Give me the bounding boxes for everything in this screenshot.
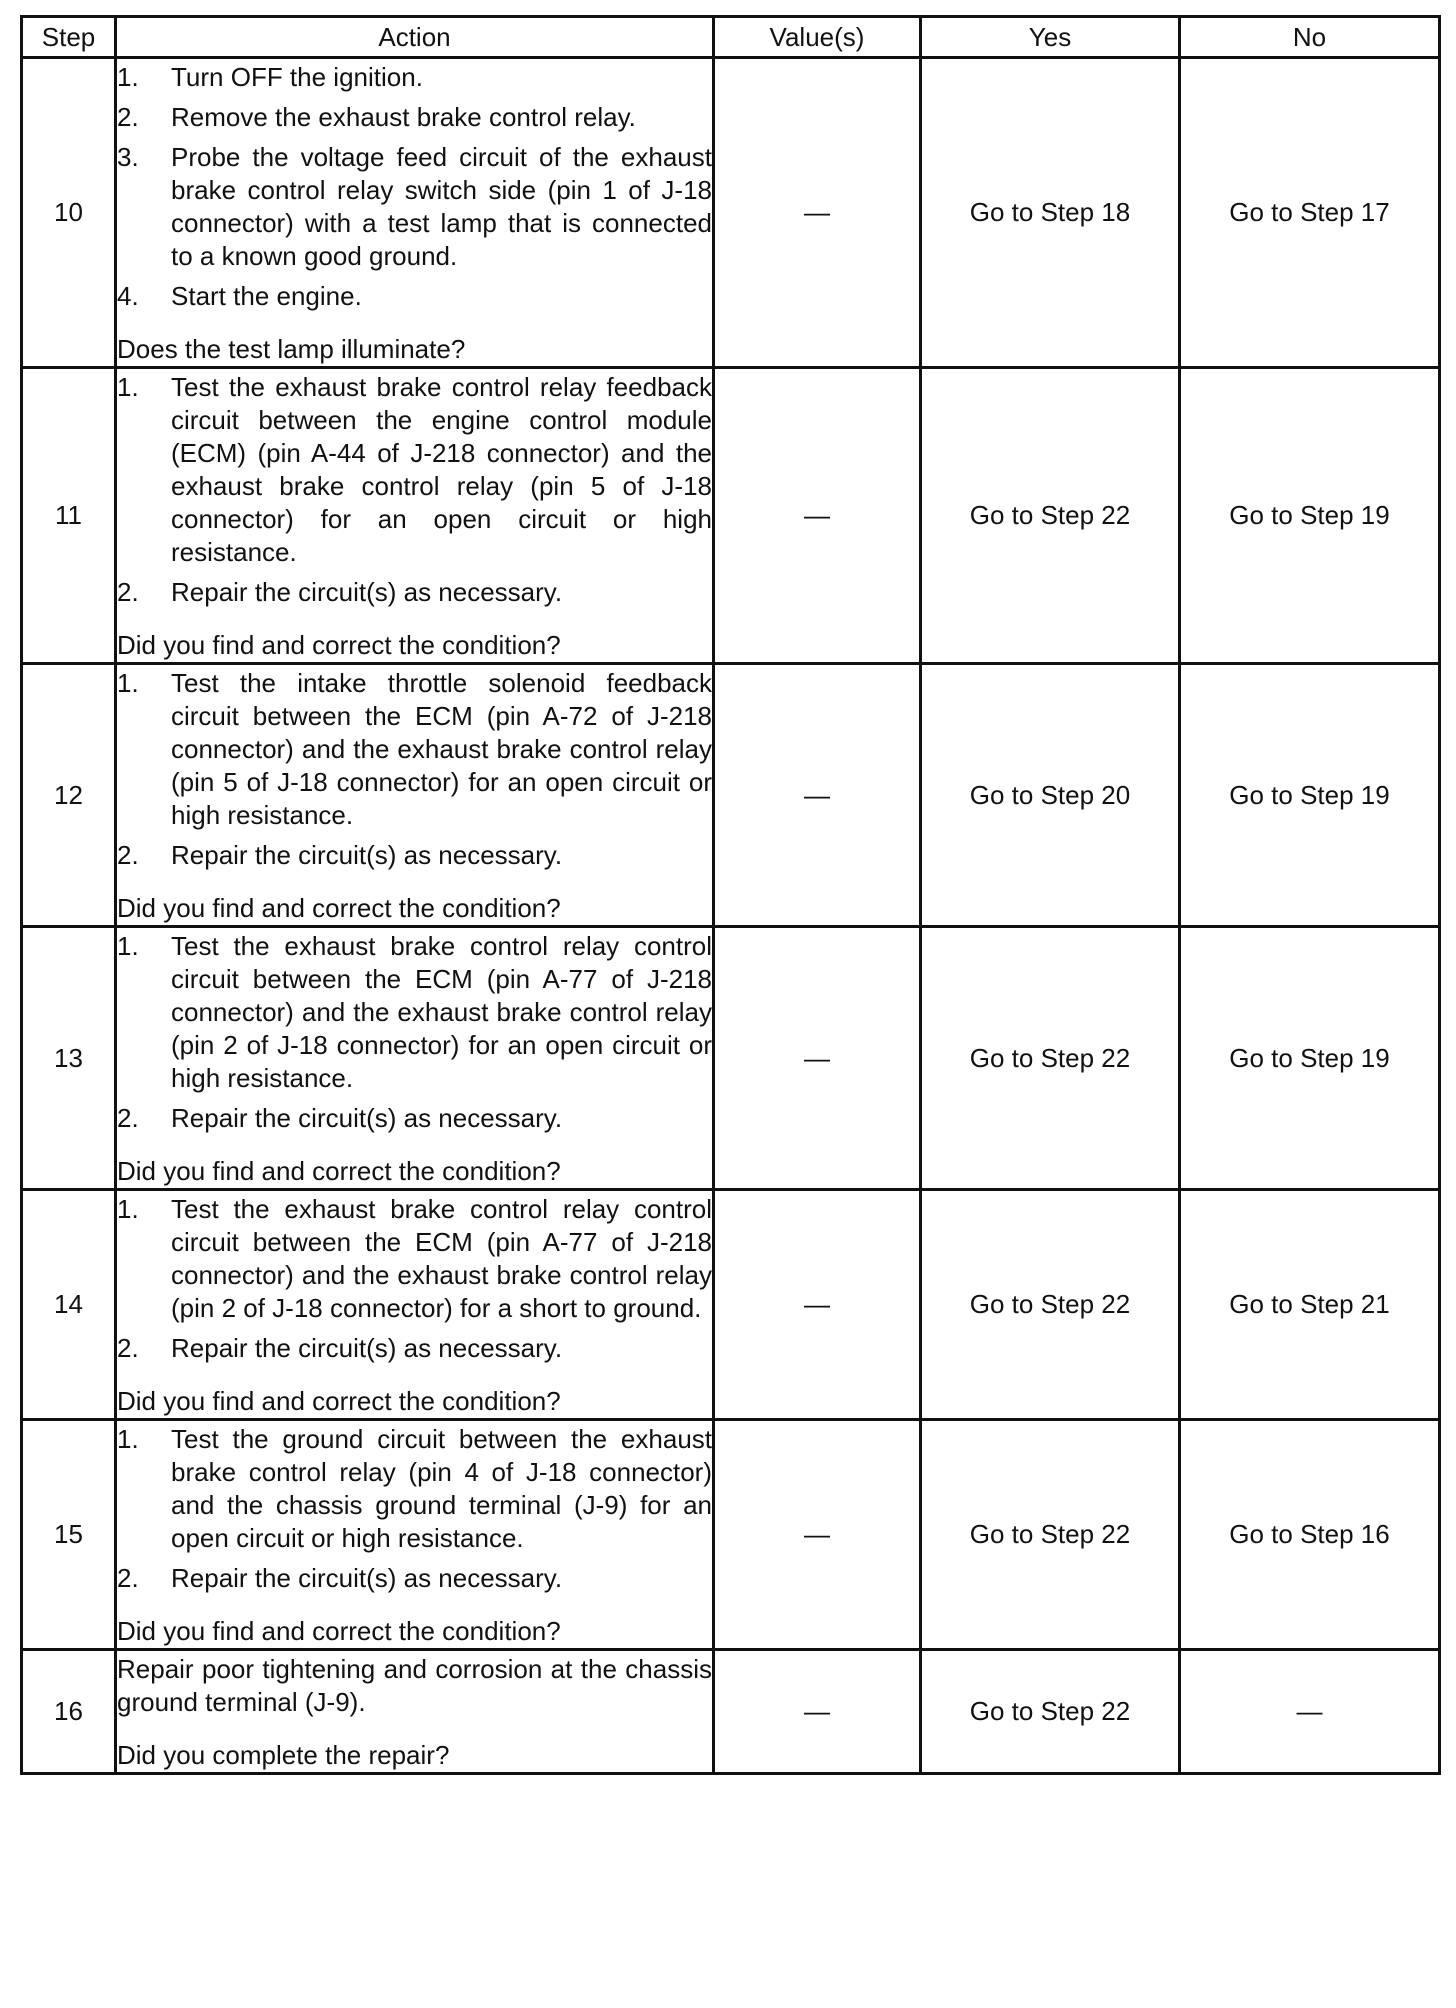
action-item xyxy=(117,1332,712,1365)
header-row xyxy=(22,17,1440,58)
action-item-number: 1. xyxy=(117,372,139,402)
action-item-number: 2. xyxy=(117,1333,139,1363)
action-item-number: 3. xyxy=(117,142,139,172)
diagnostic-table xyxy=(20,15,1441,1775)
action-cell xyxy=(116,58,714,368)
value-cell: — xyxy=(714,1420,921,1650)
value-cell: — xyxy=(714,927,921,1190)
action-item-text: Probe the voltage feed circuit of the exhaust brake control relay switch side (pin 1 of J-18 connector) with a test lamp that is connected to a known good ground. xyxy=(171,142,712,271)
step-number: 11 xyxy=(22,368,116,664)
value-cell: — xyxy=(714,58,921,368)
table-row xyxy=(22,664,1440,927)
action-item-text: Repair the circuit(s) as necessary. xyxy=(171,1333,563,1363)
table-row xyxy=(22,1420,1440,1650)
header-yes: Yes xyxy=(921,17,1180,58)
yes-outcome: Go to Step 22 xyxy=(921,927,1180,1190)
table-row xyxy=(22,1650,1440,1774)
step-number: 12 xyxy=(22,664,116,927)
yes-outcome: Go to Step 22 xyxy=(921,368,1180,664)
action-item-text: Turn OFF the ignition. xyxy=(171,62,423,92)
no-outcome: Go to Step 17 xyxy=(1180,58,1440,368)
action-item xyxy=(117,930,712,1095)
value-cell: — xyxy=(714,1650,921,1774)
table-row xyxy=(22,368,1440,664)
step-number: 14 xyxy=(22,1190,116,1420)
action-item-text: Test the intake throttle solenoid feedback circuit between the ECM (pin A-72 of J-218 connector) and the exhaust brake control relay (pin 5 of J-18 connector) for an open circuit or high resistance. xyxy=(171,668,712,830)
yes-outcome: Go to Step 22 xyxy=(921,1420,1180,1650)
action-item-number: 4. xyxy=(117,281,139,311)
header-action: Action xyxy=(116,17,714,58)
action-item-number: 1. xyxy=(117,931,139,961)
action-item xyxy=(117,1193,712,1325)
action-item xyxy=(117,61,712,94)
no-outcome: Go to Step 19 xyxy=(1180,368,1440,664)
action-question: Did you find and correct the condition? xyxy=(117,630,561,660)
step-number: 15 xyxy=(22,1420,116,1650)
action-item xyxy=(117,1102,712,1135)
value-cell: — xyxy=(714,664,921,927)
action-cell xyxy=(116,368,714,664)
yes-outcome: Go to Step 20 xyxy=(921,664,1180,927)
action-item xyxy=(117,1423,712,1555)
no-outcome: Go to Step 21 xyxy=(1180,1190,1440,1420)
action-question: Did you complete the repair? xyxy=(117,1740,450,1770)
action-item-text: Test the exhaust brake control relay control circuit between the ECM (pin A-77 of J-218 connector) and the exhaust brake control relay (pin 2 of J-18 connector) for a short to ground. xyxy=(171,1194,712,1323)
action-question: Did you find and correct the condition? xyxy=(117,893,561,923)
value-cell: — xyxy=(714,368,921,664)
action-item-text: Repair the circuit(s) as necessary. xyxy=(171,840,563,870)
table-row xyxy=(22,927,1440,1190)
action-item-number: 2. xyxy=(117,1103,139,1133)
table-row xyxy=(22,1190,1440,1420)
action-cell xyxy=(116,664,714,927)
action-item xyxy=(117,371,712,569)
header-no: No xyxy=(1180,17,1440,58)
action-item-text: Repair the circuit(s) as necessary. xyxy=(171,1563,563,1593)
step-number: 10 xyxy=(22,58,116,368)
action-item xyxy=(117,576,712,609)
header-step: Step xyxy=(22,17,116,58)
action-item xyxy=(117,839,712,872)
action-item xyxy=(117,1562,712,1595)
action-question: Did you find and correct the condition? xyxy=(117,1616,561,1646)
action-question: Did you find and correct the condition? xyxy=(117,1156,561,1186)
table-row xyxy=(22,58,1440,368)
action-item-number: 2. xyxy=(117,840,139,870)
action-item-text: Test the ground circuit between the exhaust brake control relay (pin 4 of J-18 connector) and the chassis ground terminal (J-9) for an open circuit or high resistance. xyxy=(171,1424,712,1553)
yes-outcome: Go to Step 22 xyxy=(921,1650,1180,1774)
action-cell xyxy=(116,1190,714,1420)
action-item-number: 1. xyxy=(117,668,139,698)
action-item-text: Test the exhaust brake control relay feedback circuit between the engine control module (ECM) (pin A-44 of J-218 connector) and the exhaust brake control relay (pin 5 of J-18 connector) for an open circuit or high resistance. xyxy=(171,372,712,567)
action-cell xyxy=(116,1420,714,1650)
action-text: Repair poor tightening and corrosion at the chassis ground terminal (J-9). xyxy=(117,1654,712,1717)
action-cell xyxy=(116,1650,714,1774)
action-cell xyxy=(116,927,714,1190)
action-item-number: 2. xyxy=(117,577,139,607)
header-values: Value(s) xyxy=(714,17,921,58)
no-outcome: Go to Step 16 xyxy=(1180,1420,1440,1650)
no-outcome: Go to Step 19 xyxy=(1180,664,1440,927)
yes-outcome: Go to Step 22 xyxy=(921,1190,1180,1420)
table-body xyxy=(22,58,1440,1774)
action-question: Did you find and correct the condition? xyxy=(117,1386,561,1416)
no-outcome: — xyxy=(1180,1650,1440,1774)
action-item xyxy=(117,101,712,134)
action-item-number: 1. xyxy=(117,1424,139,1454)
action-item-text: Test the exhaust brake control relay control circuit between the ECM (pin A-77 of J-218 connector) and the exhaust brake control relay (pin 2 of J-18 connector) for an open circuit or high resistance. xyxy=(171,931,712,1093)
action-item-number: 2. xyxy=(117,1563,139,1593)
action-item-number: 1. xyxy=(117,1194,139,1224)
action-question: Does the test lamp illuminate? xyxy=(117,334,466,364)
action-item xyxy=(117,141,712,273)
action-item-number: 2. xyxy=(117,102,139,132)
action-item-text: Remove the exhaust brake control relay. xyxy=(171,102,636,132)
action-item-text: Start the engine. xyxy=(171,281,362,311)
action-item-text: Repair the circuit(s) as necessary. xyxy=(171,1103,563,1133)
action-item xyxy=(117,667,712,832)
step-number: 16 xyxy=(22,1650,116,1774)
no-outcome: Go to Step 19 xyxy=(1180,927,1440,1190)
yes-outcome: Go to Step 18 xyxy=(921,58,1180,368)
action-item xyxy=(117,280,712,313)
step-number: 13 xyxy=(22,927,116,1190)
value-cell: — xyxy=(714,1190,921,1420)
action-item-number: 1. xyxy=(117,62,139,92)
action-item-text: Repair the circuit(s) as necessary. xyxy=(171,577,563,607)
